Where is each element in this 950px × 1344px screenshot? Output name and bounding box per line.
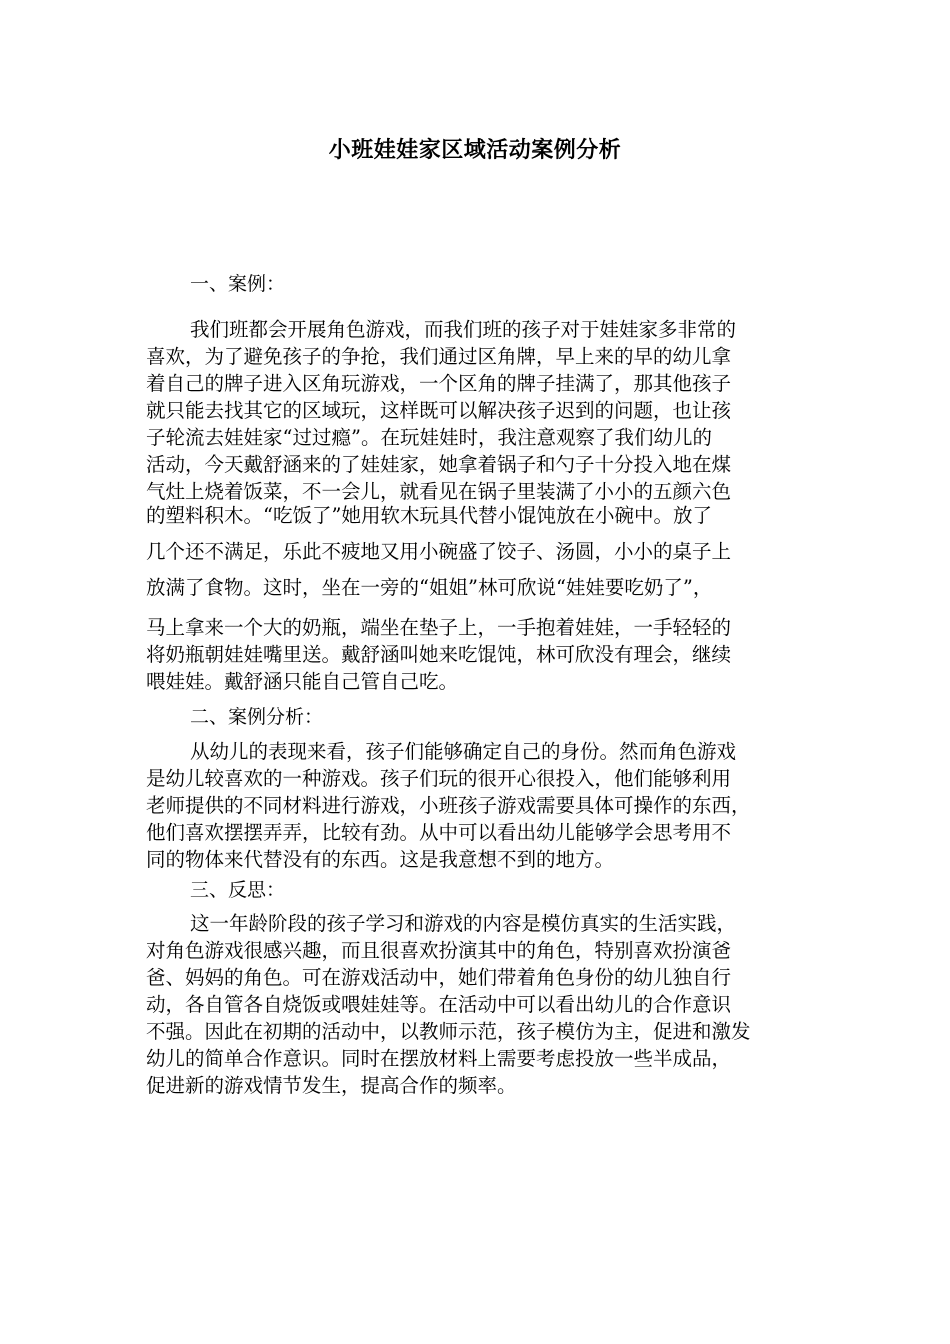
paragraph-line: 我们班都会开展角色游戏，而我们班的孩子对于娃娃家多非常的 <box>190 318 737 341</box>
document-title: 小班娃娃家区域活动案例分析 <box>328 138 622 163</box>
paragraph-line: 马上拿来一个大的奶瓶，端坐在垫子上，一手抱着娃娃，一手轻轻的 <box>146 616 732 639</box>
case-paragraph <box>146 316 811 505</box>
paragraph-line: 同的物体来代替没有的东西。这是我意想不到的地方。 <box>146 848 615 871</box>
case-paragraph-end <box>146 614 811 695</box>
section-heading-case: 一、案例： <box>190 273 286 295</box>
paragraph-line: 这一年龄阶段的孩子学习和游戏的内容是模仿真实的生活实践， <box>190 912 737 935</box>
paragraph-line: 爸、妈妈的角色。可在游戏活动中，她们带着角色身份的幼儿独自行 <box>146 966 732 989</box>
case-paragraph-loose <box>146 502 811 610</box>
paragraph-line: 气灶上烧着饭菜，不一会儿，就看见在锅子里装满了小小的五颜六色 <box>146 480 732 503</box>
paragraph-line: 动，各自管各自烧饭或喂娃娃等。在活动中可以看出幼儿的合作意识 <box>146 993 732 1016</box>
paragraph-line: 喜欢，为了避免孩子的争抢，我们通过区角牌，早上来的早的幼儿拿 <box>146 345 732 368</box>
paragraph-line: 几个还不满足，乐此不疲地又用小碗盛了饺子、汤圆，小小的桌子上 <box>146 540 732 563</box>
paragraph-line: 是幼儿较喜欢的一种游戏。孩子们玩的很开心很投入，他们能够利用 <box>146 767 732 790</box>
paragraph-line: 不强。因此在初期的活动中，以教师示范，孩子模仿为主，促进和激发 <box>146 1020 751 1043</box>
paragraph-line: 的塑料积木。“吃饭了”她用软木玩具代替小馄饨放在小碗中。放了 <box>146 504 712 527</box>
analysis-paragraph <box>146 738 811 873</box>
paragraph-line: 他们喜欢摆摆弄弄，比较有劲。从中可以看出幼儿能够学会思考用不 <box>146 821 732 844</box>
paragraph-line: 着自己的牌子进入区角玩游戏，一个区角的牌子挂满了，那其他孩子 <box>146 372 732 395</box>
paragraph-line: 喂娃娃。戴舒涵只能自己管自己吃。 <box>146 670 459 693</box>
section-heading-reflection: 三、反思： <box>190 879 286 901</box>
paragraph-line: 从幼儿的表现来看，孩子们能够确定自己的身份。然而角色游戏 <box>190 740 737 763</box>
paragraph-line: 老师提供的不同材料进行游戏，小班孩子游戏需要具体可操作的东西， <box>146 794 751 817</box>
paragraph-line: 就只能去找其它的区域玩，这样既可以解决孩子迟到的问题，也让孩 <box>146 399 732 422</box>
paragraph-line: 子轮流去娃娃家“过过瘾”。在玩娃娃时，我注意观察了我们幼儿的 <box>146 426 712 449</box>
paragraph-line: 幼儿的简单合作意识。同时在摆放材料上需要考虑投放一些半成品， <box>146 1047 732 1070</box>
paragraph-line: 对角色游戏很感兴趣，而且很喜欢扮演其中的角色，特别喜欢扮演爸 <box>146 939 732 962</box>
paragraph-line: 将奶瓶朝娃娃嘴里送。戴舒涵叫她来吃馄饨，林可欣没有理会，继续 <box>146 643 732 666</box>
reflection-paragraph <box>146 910 811 1099</box>
section-heading-analysis: 二、案例分析： <box>190 706 324 728</box>
paragraph-line: 促进新的游戏情节发生，提高合作的频率。 <box>146 1074 517 1097</box>
paragraph-line: 活动，今天戴舒涵来的了娃娃家，她拿着锅子和勺子十分投入地在煤 <box>146 453 732 476</box>
paragraph-line: 放满了食物。这时，坐在一旁的“姐姐”林可欣说“娃娃要吃奶了”， <box>146 576 713 599</box>
